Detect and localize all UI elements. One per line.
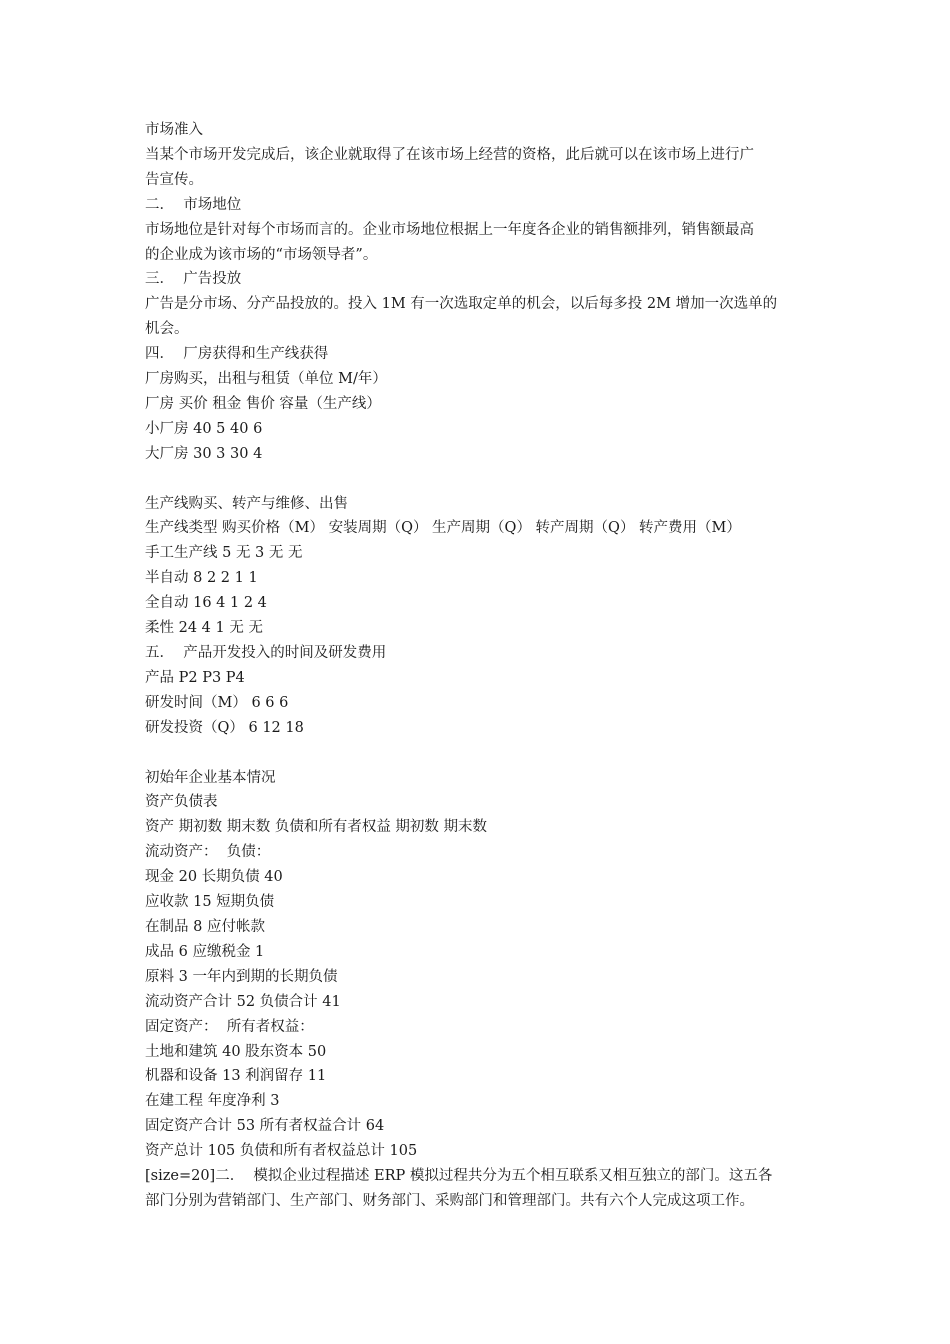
balance-sheet-row: 现金 20 长期负债 40 xyxy=(145,869,283,886)
balance-sheet-row: 在制品 8 应付帐款 xyxy=(145,918,265,935)
balance-sheet-row: 资产总计 105 负债和所有者权益总计 105 xyxy=(145,1143,418,1160)
factory-table-row: 小厂房 40 5 40 6 xyxy=(145,420,263,437)
heading-market-access: 市场准入 xyxy=(145,122,203,138)
balance-sheet-row: 应收款 15 短期负债 xyxy=(145,894,275,911)
heading-product-development: 五． 产品开发投入的时间及研发费用 xyxy=(145,645,387,662)
paragraph-line: [size=20]二． 模拟企业过程描述 ERP 模拟过程共分为五个相互联系又相互独立的部门。这五各 xyxy=(145,1168,773,1185)
heading-advertising: 三． 广告投放 xyxy=(145,271,242,288)
balance-sheet-row: 流动资产： 负债： xyxy=(145,844,271,861)
paragraph-line: 广告是分市场、分产品投放的。投入 1M 有一次选取定单的机会，以后每多投 2M 增加一次选单的 xyxy=(145,296,778,313)
production-line-table-row: 全自动 16 4 1 2 4 xyxy=(145,595,267,612)
paragraph-line: 部门分别为营销部门、生产部门、财务部门、采购部门和管理部门。共有六个人完成这项工作。 xyxy=(145,1192,754,1209)
paragraph-line: 的企业成为该市场的“市场领导者”。 xyxy=(145,246,378,263)
balance-sheet-row: 原料 3 一年内到期的长期负债 xyxy=(145,968,338,985)
production-line-table-row: 半自动 8 2 2 1 1 xyxy=(145,570,258,587)
document-body xyxy=(145,118,813,1214)
factory-table-header: 厂房 买价 租金 售价 容量（生产线） xyxy=(145,395,381,412)
balance-sheet-row: 机器和设备 13 利润留存 11 xyxy=(145,1068,327,1085)
factory-table-title: 厂房购买，出租与租赁（单位 M/年） xyxy=(145,371,387,388)
balance-sheet-row: 流动资产合计 52 负债合计 41 xyxy=(145,993,341,1010)
balance-sheet-header: 资产 期初数 期末数 负债和所有者权益 期初数 期末数 xyxy=(145,819,488,836)
production-line-table-row: 手工生产线 5 无 3 无 无 xyxy=(145,545,303,562)
balance-sheet-row: 固定资产合计 53 所有者权益合计 64 xyxy=(145,1118,385,1135)
paragraph-line: 机会。 xyxy=(145,321,189,338)
balance-sheet-title: 资产负债表 xyxy=(145,794,218,811)
balance-sheet-row: 土地和建筑 40 股东资本 50 xyxy=(145,1043,327,1060)
product-table-row: 研发投资（Q） 6 12 18 xyxy=(145,719,304,736)
paragraph-line: 告宣传。 xyxy=(145,171,203,188)
blank-line xyxy=(145,467,813,492)
heading-market-position: 二． 市场地位 xyxy=(145,196,242,213)
paragraph-line: 当某个市场开发完成后，该企业就取得了在该市场上经营的资格，此后就可以在该市场上进行广 xyxy=(145,146,754,163)
product-table-row: 研发时间（M） 6 6 6 xyxy=(145,694,289,711)
production-line-table-title: 生产线购买、转产与维修、出售 xyxy=(145,495,348,512)
balance-sheet-row: 固定资产： 所有者权益： xyxy=(145,1018,314,1035)
production-line-table-row: 柔性 24 4 1 无 无 xyxy=(145,620,263,637)
product-table-header: 产品 P2 P3 P4 xyxy=(145,669,245,686)
blank-line xyxy=(145,741,813,766)
balance-sheet-row: 在建工程 年度净利 3 xyxy=(145,1093,280,1110)
heading-initial-year: 初始年企业基本情况 xyxy=(145,769,276,786)
paragraph-line: 市场地位是针对每个市场而言的。企业市场地位根据上一年度各企业的销售额排列，销售额最高 xyxy=(145,221,754,238)
balance-sheet-row: 成品 6 应缴税金 1 xyxy=(145,943,265,960)
factory-table-row: 大厂房 30 3 30 4 xyxy=(145,445,263,462)
production-line-table-header: 生产线类型 购买价格（M） 安装周期（Q） 生产周期（Q） 转产周期（Q） 转产费用（M） xyxy=(145,520,741,537)
heading-factory-and-lines: 四． 厂房获得和生产线获得 xyxy=(145,346,329,363)
